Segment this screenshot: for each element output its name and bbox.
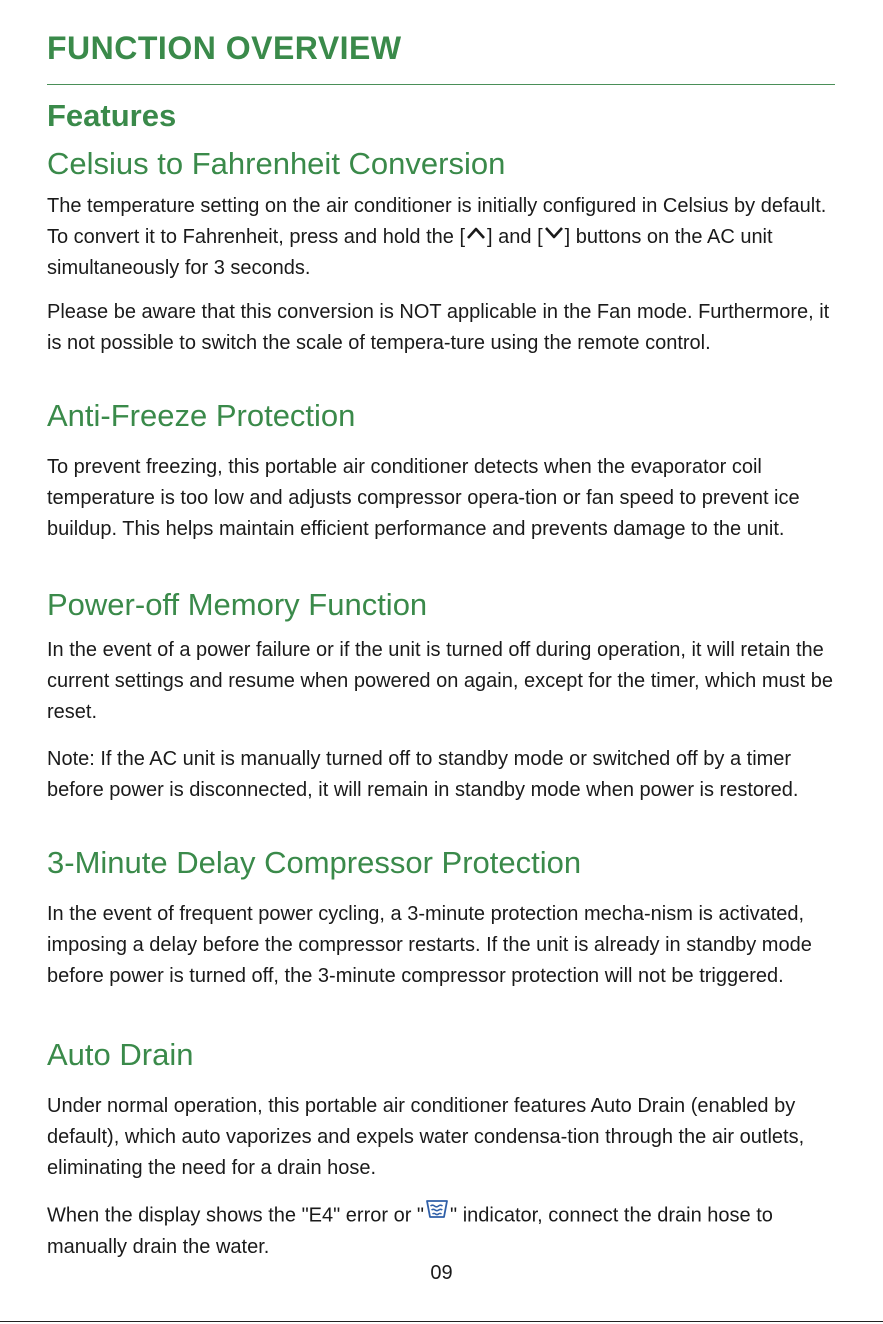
celsius-conversion-paragraph <box>47 191 842 284</box>
chevron-up-icon <box>465 220 487 251</box>
chevron-down-icon <box>543 220 565 251</box>
power-off-note-paragraph: Note: If the AC unit is manually turned off to standby mode or switched off by a timer before power is disconnected, it will remain in standby mode when power is restored. <box>47 748 799 801</box>
power-off-memory-paragraph: In the event of a power failure or if the unit is turned off during operation, it will retain the current settings and resume when powered on again, except for the timer, which must be reset. <box>47 639 833 723</box>
auto-drain-note-text-b: " indicator, connect the drain hose to manually drain the water. <box>47 1204 773 1258</box>
section-heading-compressor-protection: 3-Minute Delay Compressor Protection <box>47 845 582 880</box>
celsius-text-c: ] buttons on the AC unit simultaneously for 3 seconds. <box>47 226 773 280</box>
water-tank-full-icon <box>424 1198 450 1230</box>
page-title: FUNCTION OVERVIEW <box>47 30 402 66</box>
anti-freeze-paragraph: To prevent freezing, this portable air conditioner detects when the evaporator coil temperature is too low and adjusts compressor opera-tion or fan speed to prevent ice buildup. This helps maintain efficient performance and prevents damage to the unit. <box>47 456 800 540</box>
auto-drain-note-text-a: When the display shows the "E4" error or " <box>47 1204 425 1227</box>
celsius-text-b: ] and [ <box>487 226 543 248</box>
section-heading-anti-freeze: Anti-Freeze Protection <box>47 398 356 433</box>
celsius-note-paragraph: Please be aware that this conversion is NOT applicable in the Fan mode. Furthermore, it is not possible to switch the scale of tempera-ture using the remote control. <box>47 301 830 354</box>
features-heading: Features <box>47 98 177 133</box>
section-heading-power-off-memory: Power-off Memory Function <box>47 587 428 622</box>
compressor-protection-paragraph: In the event of frequent power cycling, a 3-minute protection mecha-nism is activated, imposing a delay before the compressor restarts. If the unit is already in standby mode before power is turned off, the 3-minute compressor protection will not be triggered. <box>47 903 812 987</box>
section-heading-celsius-fahrenheit: Celsius to Fahrenheit Conversion <box>47 146 506 181</box>
bottom-divider <box>0 1321 883 1322</box>
section-heading-auto-drain: Auto Drain <box>47 1037 194 1072</box>
page-number: 09 <box>430 1262 453 1284</box>
auto-drain-paragraph: Under normal operation, this portable air conditioner features Auto Drain (enabled by default), which auto vaporizes and expels water condensa-tion through the air outlets, eliminating the need for a drain hose. <box>47 1095 805 1179</box>
celsius-text-a: The temperature setting on the air conditioner is initially configured in Celsius by default. To convert it to Fahrenheit, press and hold the [ <box>47 195 827 248</box>
title-divider <box>47 84 835 85</box>
auto-drain-note-paragraph <box>47 1200 842 1263</box>
